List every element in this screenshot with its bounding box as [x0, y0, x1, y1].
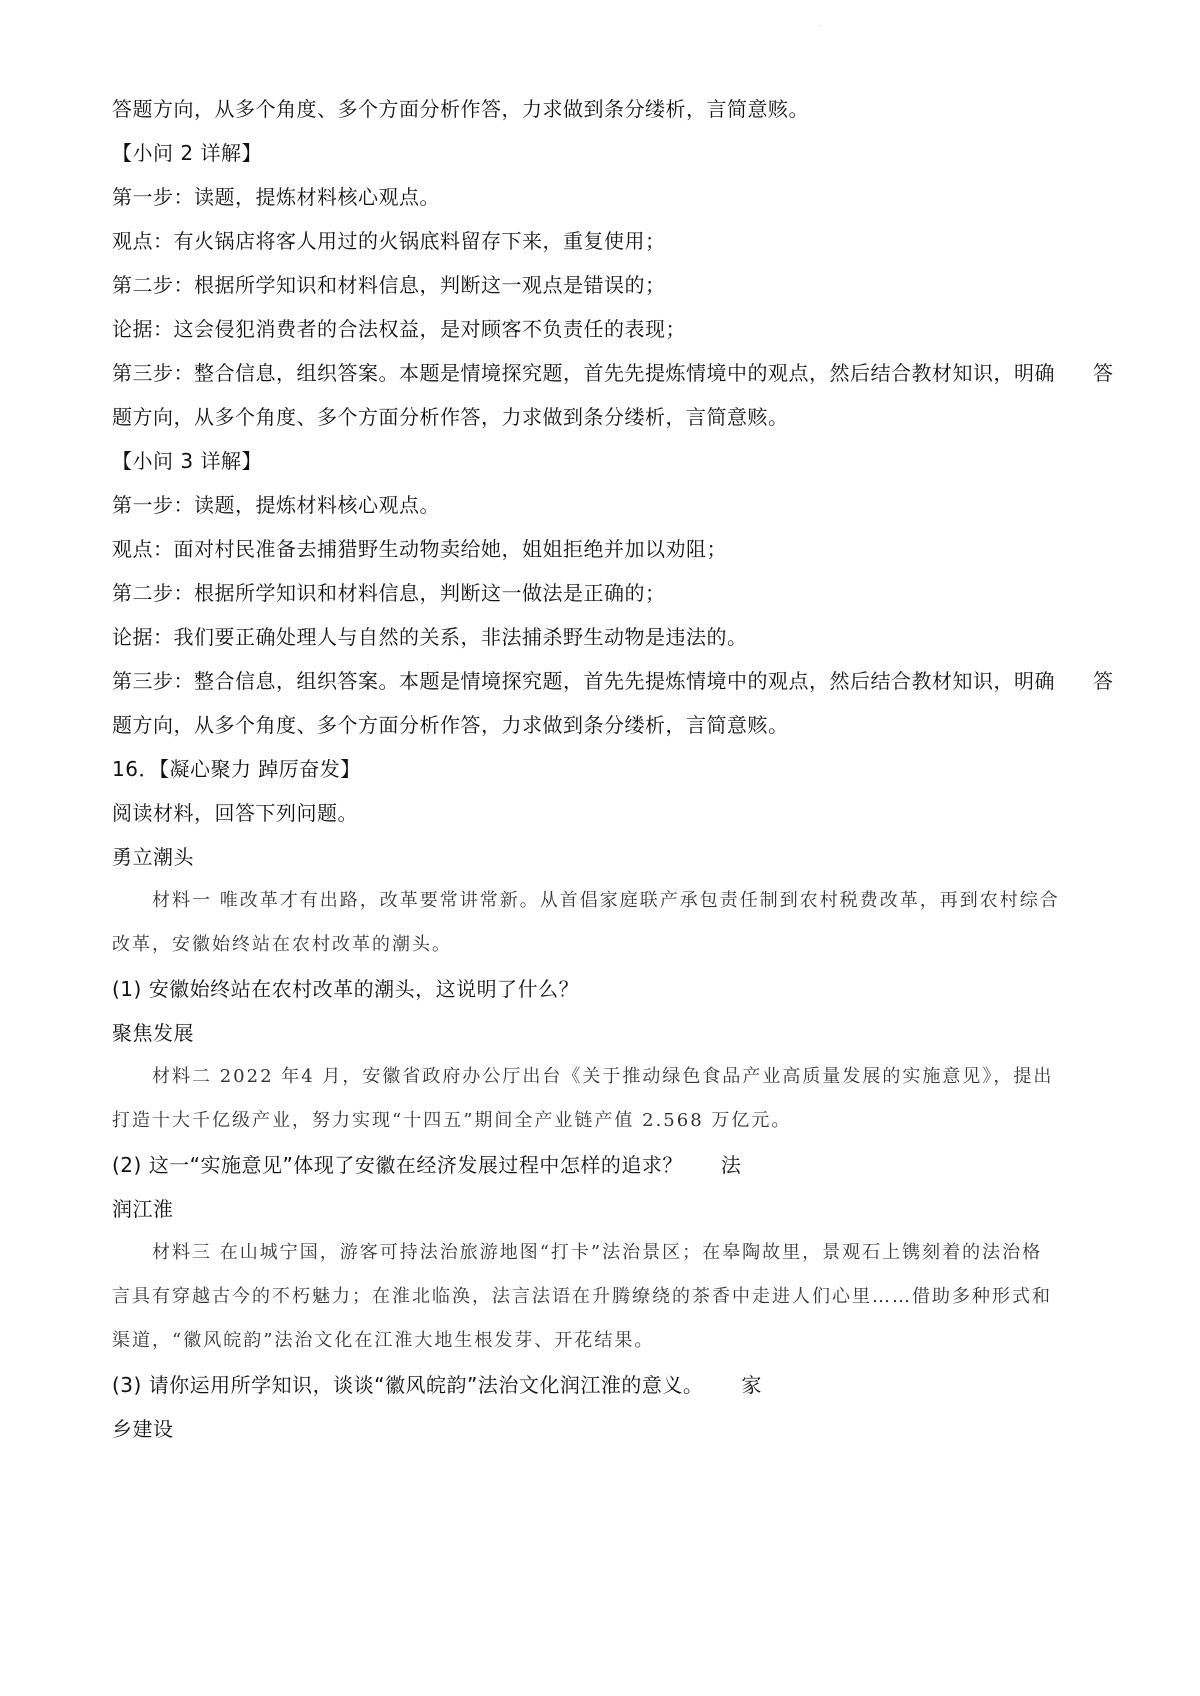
text-segment: (2) 这一“实施意见”体现了安徽在经济发展过程中怎样的追求？ [112, 1153, 683, 1177]
material-text: 渠道，“徽风皖韵”法治文化在江淮大地生根发芽、开花结果。 [112, 1330, 655, 1351]
material-text: 材料三 在山城宁国，游客可持法治旅游地图“打卡”法治景区；在皋陶故里，景观石上镌刻着的法治格 [152, 1242, 1043, 1263]
question-heading-16: 16．【凝心聚力 踔厉奋发】 [112, 757, 361, 781]
subsection-title: 乡建设 [112, 1417, 174, 1441]
subsection-title: 勇立潮头 [112, 845, 194, 869]
section-heading-q2: 【小问 2 详解】 [112, 141, 262, 165]
text-line: 第一步：读题，提炼材料核心观点。 [112, 493, 440, 517]
text-line: 阅读材料，回答下列问题。 [112, 801, 358, 825]
text-line: 第一步：读题，提炼材料核心观点。 [112, 185, 440, 209]
text-segment: 第三步：整合信息，组织答案。本题是情境探究题，首先先提炼情境中的观点，然后结合教材知识，明确 [112, 361, 1055, 385]
text-line: 第二步：根据所学知识和材料信息，判断这一做法是正确的； [112, 581, 666, 605]
text-line: 观点：有火锅店将客人用过的火锅底料留存下来，重复使用； [112, 229, 666, 253]
text-segment: 第三步：整合信息，组织答案。本题是情境探究题，首先先提炼情境中的观点，然后结合教材知识，明确 [112, 669, 1055, 693]
text-segment: 法 [720, 1153, 742, 1177]
text-line: 观点：面对村民准备去捕猎野生动物卖给她，姐姐拒绝并加以劝阻； [112, 537, 727, 561]
text-line: 题方向，从多个角度、多个方面分析作答，力求做到条分缕析，言简意赅。 [112, 405, 789, 429]
sub-question [112, 1151, 1102, 1179]
material-text: 打造十大千亿级产业，努力实现“十四五”期间全产业链产值 2.568 万亿元。 [112, 1110, 792, 1131]
text-line: 答题方向，从多个角度、多个方面分析作答，力求做到条分缕析，言简意赅。 [112, 97, 809, 121]
text-line [112, 359, 1114, 387]
material-text: 言具有穿越古今的不朽魅力；在淮北临涣，法言法语在升腾缭绕的茶香中走进人们心里……借助多种形式和 [112, 1286, 1052, 1307]
text-segment: 答 [1093, 361, 1114, 385]
text-line: 第二步：根据所学知识和材料信息，判断这一观点是错误的； [112, 273, 666, 297]
material-text: 材料二 2022 年4 月，安徽省政府办公厅出台《关于推动绿色食品产业高质量发展的实施意见》，提出 [152, 1066, 1054, 1087]
sub-question [112, 1371, 1102, 1399]
text-line: 题方向，从多个角度、多个方面分析作答，力求做到条分缕析，言简意赅。 [112, 713, 789, 737]
material-text: 改革，安徽始终站在农村改革的潮头。 [112, 934, 452, 955]
subsection-title: 润江淮 [112, 1197, 174, 1221]
sub-question: (1) 安徽始终站在农村改革的潮头，这说明了什么？ [112, 977, 580, 1001]
corner-mark: · [818, 22, 821, 31]
text-segment: 家 [741, 1373, 762, 1397]
subsection-title: 聚焦发展 [112, 1021, 194, 1045]
text-segment: 答 [1093, 669, 1114, 693]
text-line: 论据：这会侵犯消费者的合法权益，是对顾客不负责任的表现； [112, 317, 686, 341]
text-segment: (3) 请你运用所学知识，谈谈“徽风皖韵”法治文化润江淮的意义。 [112, 1373, 704, 1397]
section-heading-q3: 【小问 3 详解】 [112, 449, 262, 473]
text-line: 论据：我们要正确处理人与自然的关系，非法捕杀野生动物是违法的。 [112, 625, 748, 649]
material-text: 材料一 唯改革才有出路，改革要常讲常新。从首倡家庭联产承包责任制到农村税费改革，再到农村综合 [152, 890, 1060, 911]
text-line [112, 667, 1114, 695]
